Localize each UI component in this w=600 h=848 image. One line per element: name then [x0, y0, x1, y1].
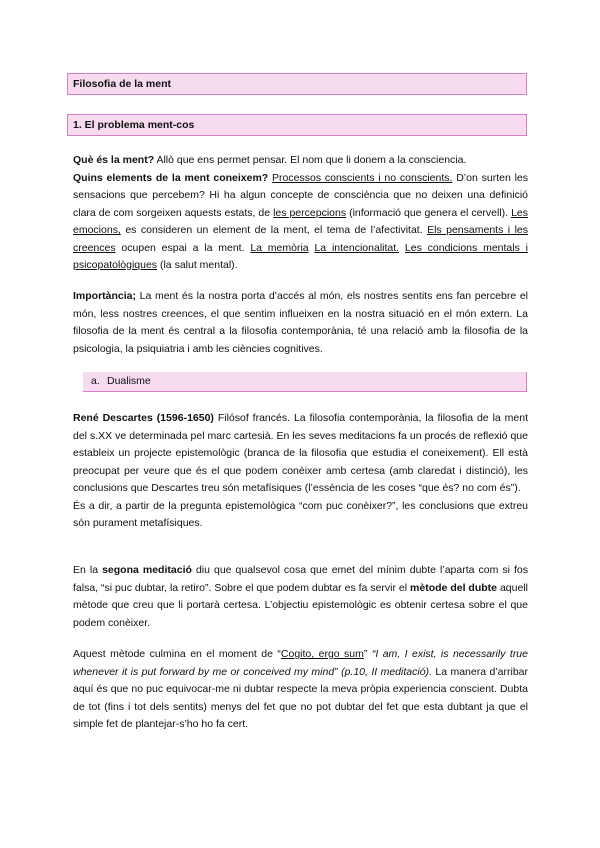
paragraph-cogito [73, 646, 528, 734]
text-span: ” [363, 648, 372, 660]
term-emotions: Les emocions, [73, 206, 528, 236]
importance-text: La ment és la nostra porta d’accés al món, els nostres sentits ens fan percebre el món, less nostres creences, el que sentim influeixen en la nostra situació en el món extern. La filosofia de la ment és central a la filosofia contemporània, té una relació amb la filosofia de la psicologia, la psiquiatria i amb les ciències cognitives. [73, 290, 528, 355]
paragraph-mind-elements [73, 152, 528, 275]
question-mind-elements: Quins elements de la ment coneixem? [73, 171, 269, 184]
term-thoughts-beliefs: Els pensaments i les creences [73, 224, 528, 254]
subsection-title: Dualisme [107, 375, 151, 387]
text-span: (informació que genera el cervell). [346, 206, 512, 219]
subsection-heading-box [83, 372, 527, 392]
subsection-number: a. [91, 375, 100, 387]
text-span: La manera d’arribar aquí és que no puc equivocar-me ni dubtar respecte la meva pròpia experiencia conscient. Dubta de tot (fins i tot dels sentits) menys del fet que no pot dubtar del fet que esta dubtant ja que el simple fet de plantejar-s’ho ho fa cert. [73, 665, 528, 730]
question-what-is-mind: Què és la ment? [73, 154, 155, 166]
text-span: diu que qualsevol cosa que emet del mínim dubte l’aparta com si fos falsa, “si puc dubtar, la retiro”. Sobre el que podem dubtar es fa servir el [73, 564, 528, 594]
section-heading: 1. El problema ment-cos [73, 119, 195, 131]
paragraph-importance [73, 288, 528, 358]
importance-label: Importància; [73, 290, 137, 302]
term-processes: Processos conscients i no conscients. [272, 171, 453, 184]
cogito-term: Cogito, ergo sum [280, 648, 364, 660]
section-heading-box [67, 114, 527, 136]
answer-what-is-mind: Allò que ens permet pensar. El nom que li donem a la consciencia. [154, 154, 467, 166]
cogito-quote: “I am, I exist, is necessarily true whenever it is put forward by me or conceived my mind” (p.10, II meditació). [73, 648, 528, 678]
term-intentionality: La intencionalitat. [314, 241, 400, 254]
term-perceptions: les percepcions [273, 206, 347, 219]
term-mental-conditions: Les condicions mentals i psicopatològiques [73, 241, 528, 271]
paragraph-second-meditation [73, 562, 528, 632]
text-span: (la salut mental). [157, 259, 238, 271]
second-meditation-term: segona meditació [102, 564, 192, 576]
text-span: es consideren un element de la ment, el tema de l’afectivitat. [120, 224, 428, 236]
doubt-method-term: mètode del dubte [410, 581, 498, 594]
text-span: aquell mètode que creu que li portarà certesa. L’objectiu epistemològic es obtenir certesa sobre el que podem conèixer. [73, 581, 528, 629]
document-title-box [67, 73, 527, 95]
paragraph-descartes [73, 410, 528, 533]
text-span: Aquest mètode culmina en el moment de “ [73, 648, 281, 660]
text-span: En la [73, 564, 103, 576]
descartes-text: Filósof francés. La filosofia contemporània, la filosofia de la ment del s.XX ve determinada pel marc cartesià. En les seves meditacions fa un procés de reflexió que estableix un projecte epistemològic (branca de la filosofia que estudia el coneixement). Ell està preocupat per veure que és el que podem conèixer amb certesa (amb claredat i distinció), les conclusions que Descartes treu són metafísiques (l’essència de les coses “que és? no com és”). [73, 412, 528, 494]
text-span: ocupen espai a la ment. [115, 241, 251, 254]
document-title: Filosofia de la ment [73, 78, 172, 90]
descartes-name: René Descartes (1596-1650) [73, 412, 214, 424]
text-span: D’on surten les sensacions que percebem? Hi ha algun concepte de consciència que no deixen una definició clara de com sorgeixen aquests estats, de [73, 171, 529, 219]
descartes-text-2: És a dir, a partir de la pregunta epistemològica “com puc conèixer?”, les conclusions que extreu són purament metafísiques. [73, 499, 528, 529]
term-memory: La memòria [250, 241, 309, 254]
